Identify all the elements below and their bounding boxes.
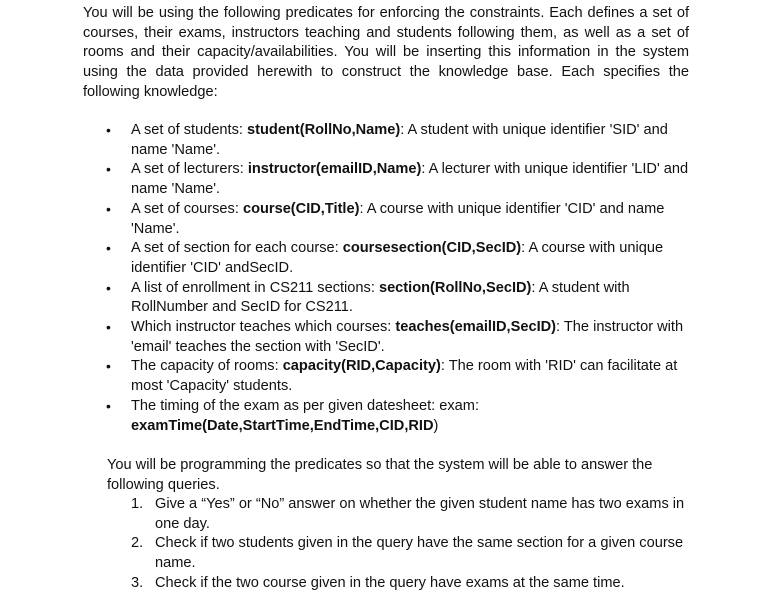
predicate-name: examTime(Date,StartTime,EndTime,CID,RID bbox=[131, 417, 434, 434]
list-item bbox=[106, 121, 691, 160]
bullet-marker: • bbox=[106, 122, 111, 138]
bullet-marker: • bbox=[106, 240, 111, 257]
query-text: Check if two students given in the query have the same section for a given course name. bbox=[155, 535, 684, 572]
list-item bbox=[106, 200, 691, 239]
predicate-prefix: The capacity of rooms: bbox=[131, 358, 283, 375]
predicate-description: : The instructor with 'email' teaches the section with 'SecID'. bbox=[131, 319, 684, 355]
predicate-prefix: A list of enrollment in CS211 sections: bbox=[131, 279, 379, 296]
predicate-name: coursesection(CID,SecID) bbox=[342, 240, 522, 257]
query-number: 3. bbox=[131, 574, 144, 591]
list-item bbox=[106, 279, 691, 318]
query-text: Check if the two course given in the query have exams at the same time. bbox=[155, 574, 625, 591]
predicate-name: section(RollNo,SecID) bbox=[378, 279, 532, 296]
list-item bbox=[131, 534, 695, 573]
list-item bbox=[106, 397, 691, 436]
bullet-marker: • bbox=[106, 358, 111, 375]
predicate-description: : A lecturer with unique identifier 'LID' and name 'Name'. bbox=[131, 161, 689, 198]
predicate-description: ) bbox=[433, 417, 439, 434]
predicate-prefix: Which instructor teaches which courses: bbox=[131, 319, 396, 336]
predicate-name: instructor(emailID,Name) bbox=[247, 161, 422, 178]
list-item bbox=[106, 160, 691, 199]
predicate-list bbox=[106, 121, 691, 436]
bullet-marker: • bbox=[106, 161, 111, 178]
predicate-prefix: A set of students: bbox=[131, 122, 248, 138]
query-text: Give a “Yes” or “No” answer on whether the given student name has two exams in one day. bbox=[155, 496, 685, 532]
query-list bbox=[131, 495, 695, 594]
predicate-description: : A course with unique identifier 'CID' andSecID. bbox=[131, 240, 664, 276]
bullet-marker: • bbox=[106, 200, 111, 217]
query-number: 1. bbox=[131, 496, 144, 512]
predicate-name: course(CID,Title) bbox=[242, 200, 360, 217]
list-item bbox=[106, 357, 691, 396]
list-item bbox=[131, 495, 695, 534]
predicate-description: : A student with unique identifier 'SID' and name 'Name'. bbox=[131, 122, 668, 158]
predicate-name: student(RollNo,Name) bbox=[247, 122, 401, 138]
bullet-marker: • bbox=[106, 397, 111, 414]
predicate-name: teaches(emailID,SecID) bbox=[395, 319, 557, 336]
predicate-name: capacity(RID,Capacity) bbox=[282, 358, 441, 375]
list-item bbox=[106, 318, 691, 357]
list-item bbox=[131, 574, 695, 594]
predicate-prefix: The timing of the exam as per given datesheet: exam: bbox=[131, 397, 480, 414]
bullet-marker: • bbox=[106, 319, 111, 336]
predicate-description: : A course with unique identifier 'CID' and name 'Name'. bbox=[131, 200, 665, 237]
query-number: 2. bbox=[131, 535, 144, 552]
list-item bbox=[106, 239, 691, 278]
predicate-description: : The room with 'RID' can facilitate at most 'Capacity' students. bbox=[131, 358, 678, 395]
programming-paragraph: You will be programming the predicates so that the system will be able to answer the following queries. bbox=[107, 457, 653, 493]
predicate-description: : A student with RollNumber and SecID for CS211. bbox=[131, 279, 630, 316]
bullet-marker: • bbox=[106, 279, 111, 296]
intro-paragraph: You will be using the following predicates for enforcing the constraints. Each defines a set of courses, their exams, instructors teaching and students following them, as well as a set of rooms and their capacity/availabilities. You will be inserting this information in the system using the data provided herewith to construct the knowledge base. Each specifies the following knowledge: bbox=[83, 5, 689, 100]
predicate-prefix: A set of lecturers: bbox=[131, 161, 248, 178]
predicate-prefix: A set of section for each course: bbox=[131, 240, 343, 257]
predicate-prefix: A set of courses: bbox=[131, 200, 243, 217]
